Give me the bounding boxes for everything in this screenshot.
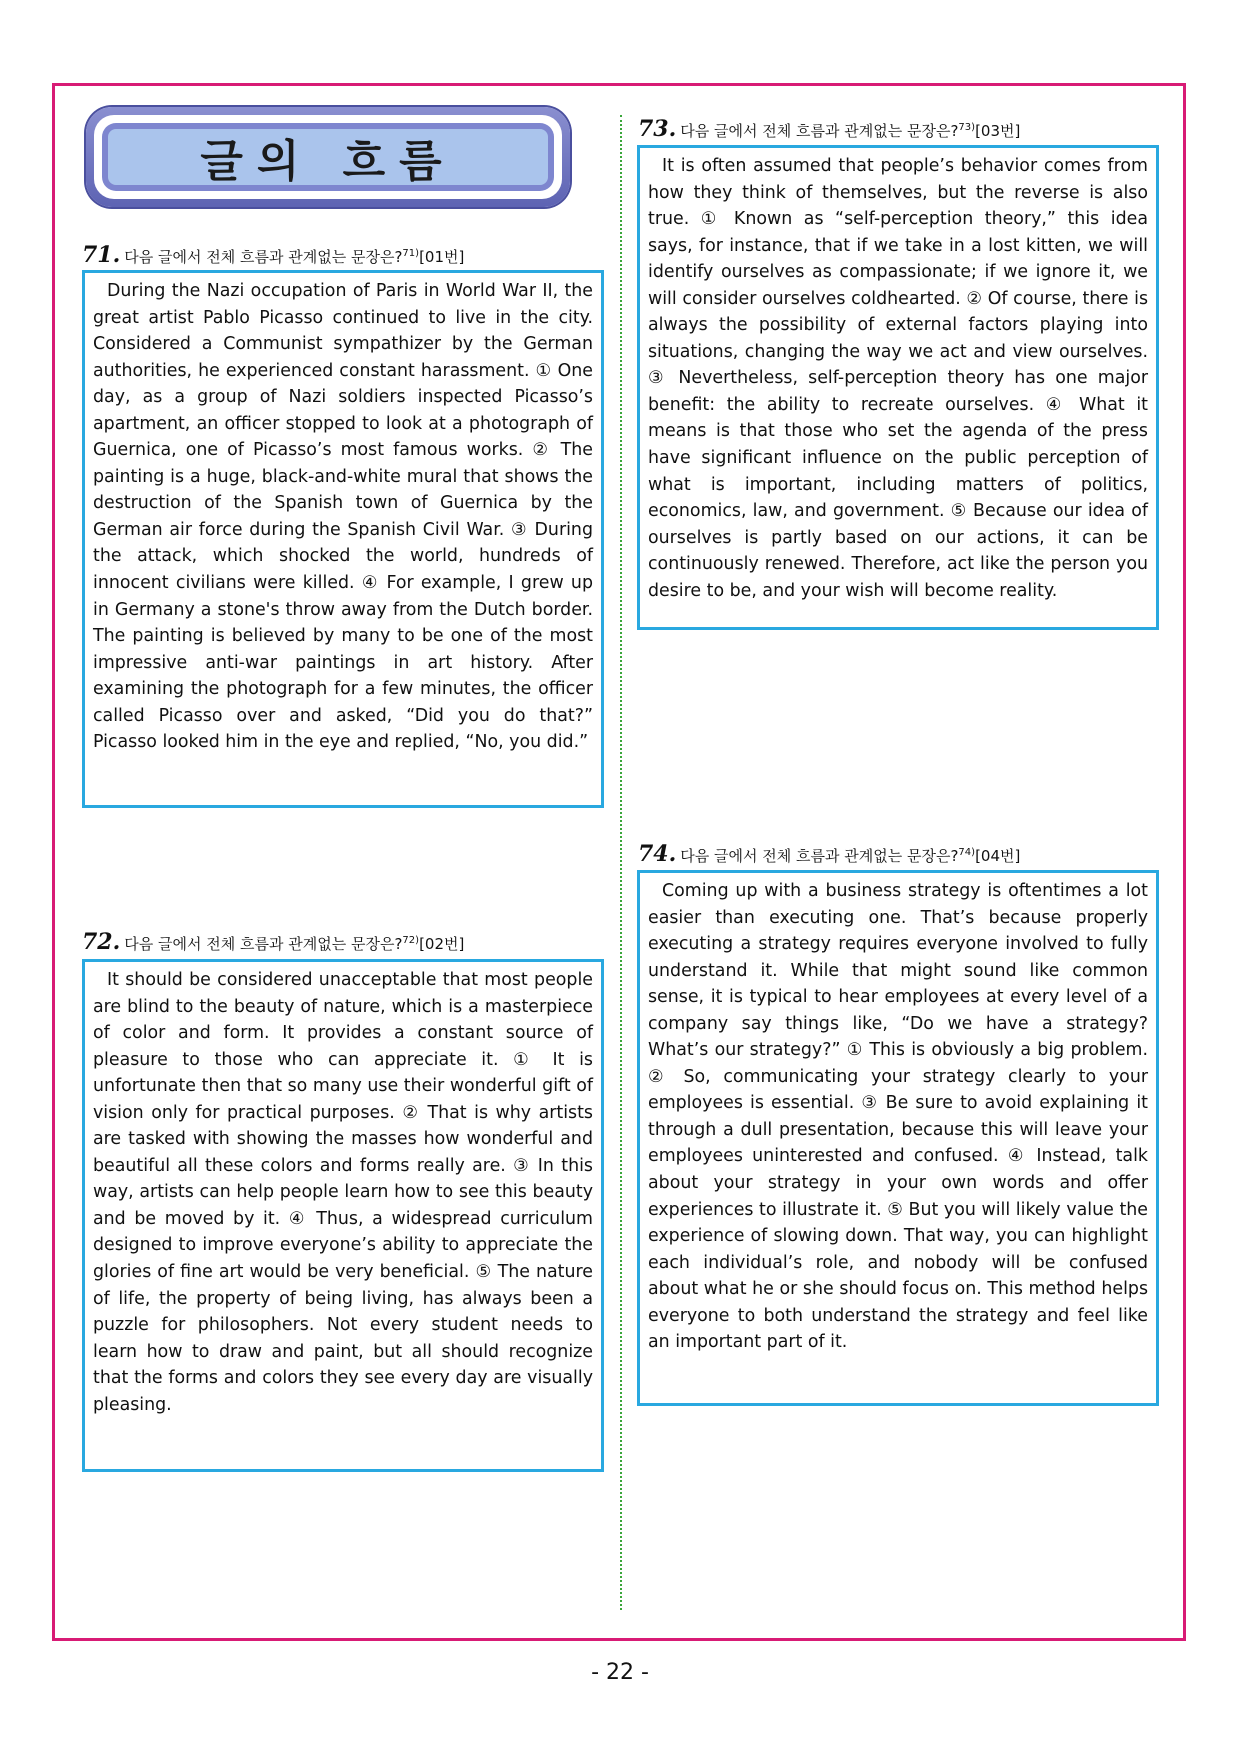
question-prompt: 다음 글에서 전체 흐름과 관계없는 문장은? [124,935,403,953]
passage-box-73 [637,145,1159,630]
question-tag: [03번] [975,122,1021,140]
passage-text: It should be considered unacceptable that most people are blind to the beauty of nature, which is a masterpiece of color and form. It provides a constant source of pleasure to those who can appreciate it. ① It is unfortunate then that so many use their wonderful gift of vision only for practical purposes. ② That is why artists are tasked with showing the masses how wonderful and beautiful all these colors and forms really are. ③ In this way, artists can help people learn how to see this beauty and be moved by it. ④ Thus, a widespread curriculum designed to improve everyone’s ability to appreciate the glories of fine art would be very beneficial. ⑤ The nature of life, the property of being living, has always been a puzzle for philosophers. Not every student needs to learn how to draw and paint, but all should recognize that the forms and colors they see every day are visually pleasing. [93,970,593,1415]
question-number: 74. [638,841,677,867]
question-header-72 [82,929,464,955]
question-prompt: 다음 글에서 전체 흐름과 관계없는 문장은? [680,847,959,865]
passage-box-71 [82,270,604,808]
passage-text: It is often assumed that people’s behavior comes from how they think of themselves, but the reverse is also true. ① Known as “self-perception theory,” this idea says, for instance, that if we take in a lost kitten, we will identify ourselves as compassionate; if we ignore it, we will consider ourselves coldhearted. ② Of course, there is always the possibility of external factors playing into situations, changing the way we act and view ourselves. ③ Nevertheless, self-perception theory has one major benefit: the ability to recreate ourselves. ④ What it means is that those who set the agenda of the press have significant influence on the public perception of what is important, including matters of politics, economics, law, and government. ⑤ Because our idea of ourselves is partly based on our actions, it can be continuously renewed. Therefore, act like the person you desire to be, and your wish will become reality. [648,156,1148,601]
footnote-ref: 74) [958,847,976,858]
footnote-ref: 73) [958,122,976,133]
column-divider [620,115,622,1610]
question-prompt: 다음 글에서 전체 흐름과 관계없는 문장은? [680,122,959,140]
footnote-ref: 72) [402,935,420,946]
passage-box-72 [82,959,604,1472]
question-tag: [02번] [419,935,465,953]
section-title-banner [86,107,570,207]
question-header-71 [82,242,464,268]
question-number: 71. [82,242,121,268]
question-header-73 [638,116,1020,142]
question-tag: [01번] [419,248,465,266]
question-prompt: 다음 글에서 전체 흐름과 관계없는 문장은? [124,248,403,266]
question-number: 73. [638,116,677,142]
question-header-74 [638,841,1020,867]
question-number: 72. [82,929,121,955]
passage-box-74 [637,870,1159,1406]
footnote-ref: 71) [402,248,420,259]
passage-text: Coming up with a business strategy is oftentimes a lot easier than executing one. That’s because properly executing a strategy requires everyone involved to fully understand it. While that might sound like common sense, it is typical to hear employees at every level of a company say things like, “Do we have a strategy? What’s our strategy?” ① This is obviously a big problem. ② So, communicating your strategy clearly to your employees is essential. ③ Be sure to avoid explaining it through a dull presentation, because this will leave your employees uninterested and confused. ④ Instead, talk about your strategy in your own words and offer experiences to illustrate it. ⑤ But you will likely value the experience of slowing down. That way, you can highlight each individual’s role, and nobody will be confused about what he or she should focus on. This method helps everyone to both understand the strategy and feel like an important part of it. [648,881,1148,1353]
passage-text: During the Nazi occupation of Paris in World War II, the great artist Pablo Picasso continued to live in the city. Considered a Communist sympathizer by the German authorities, he experienced constant harassment. ① One day, as a group of Nazi soldiers inspected Picasso’s apartment, an officer stopped to look at a photograph of Guernica, one of Picasso’s most famous works. ② The painting is a huge, black-and-white mural that shows the destruction of the Spanish town of Guernica by the German air force during the Spanish Civil War. ③ During the attack, which shocked the world, hundreds of innocent civilians were killed. ④ For example, I grew up in Germany a stone's throw away from the Dutch border. The painting is believed by many to be one of the most impressive anti-war paintings in art history. After examining the photograph for a few minutes, the officer called Picasso over and asked, “Did you do that?” Picasso looked him in the eye and replied, “No, you did.” [93,281,593,753]
page-number: - 22 - [591,1660,649,1685]
question-tag: [04번] [975,847,1021,865]
section-title: 글의 흐름 [200,136,456,187]
